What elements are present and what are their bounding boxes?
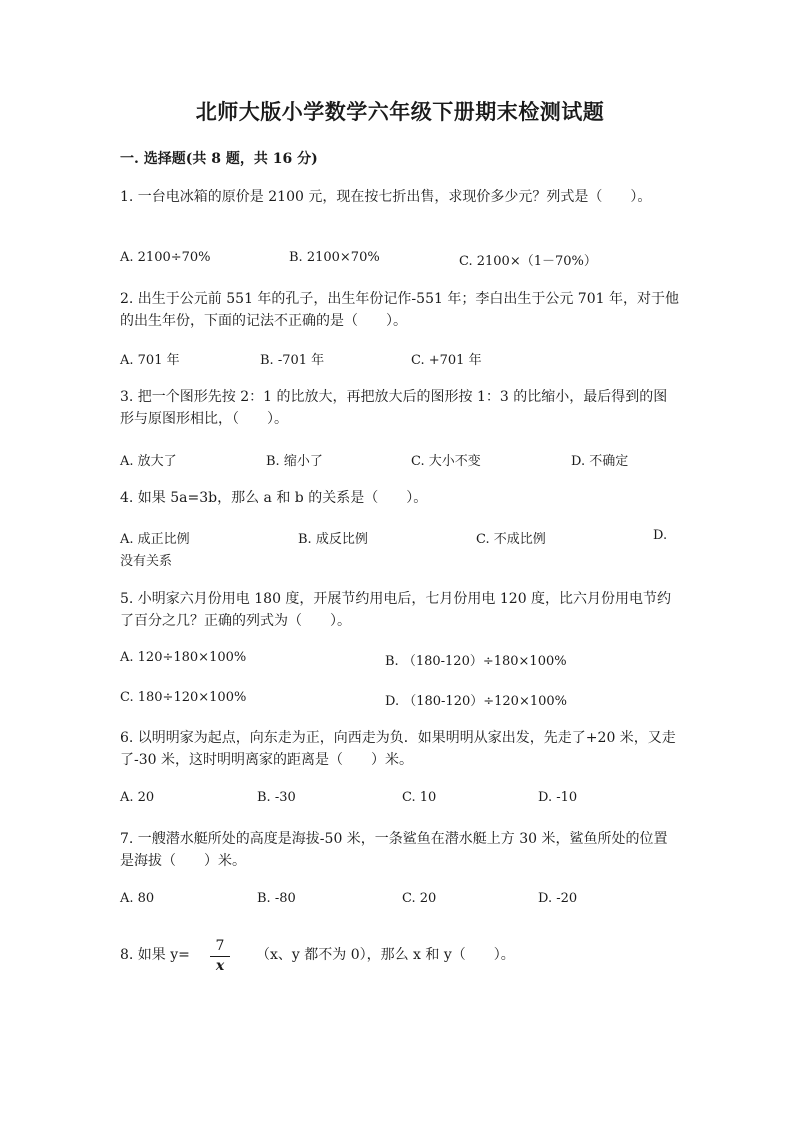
- question-2: 2. 出生于公元前 551 年的孔子，出生年份记作-551 年；李白出生于公元 701 年，对于他的出生年份，下面的记法不正确的是（ ）。: [120, 291, 679, 329]
- q7-option-d[interactable]: D. -20: [538, 891, 578, 906]
- q1-option-a[interactable]: A. 2100÷70%: [120, 250, 211, 265]
- question-6: 6. 以明明家为起点，向东走为正，向西走为负．如果明明从家出发，先走了+20 米，又走了-30 米，这时明明离家的距离是（ ）米。: [120, 730, 676, 768]
- q4-option-d-text[interactable]: 没有关系: [120, 554, 173, 569]
- q5-option-b[interactable]: B. （180-120）÷180×100%: [385, 654, 567, 669]
- q2-option-c[interactable]: C. +701 年: [411, 353, 482, 368]
- q1-option-c[interactable]: C. 2100×（1－70%）: [459, 254, 597, 269]
- q4-option-c[interactable]: C. 不成比例: [476, 532, 546, 547]
- q4-option-a[interactable]: A. 成正比例: [120, 532, 190, 547]
- q3-option-d[interactable]: D. 不确定: [571, 454, 629, 469]
- fraction-denominator: x: [215, 958, 225, 974]
- q3-option-b[interactable]: B. 缩小了: [266, 454, 323, 469]
- q2-option-a[interactable]: A. 701 年: [120, 353, 180, 368]
- q2-option-b[interactable]: B. -701 年: [260, 353, 325, 368]
- q6-option-b[interactable]: B. -30: [257, 790, 296, 805]
- q5-option-a[interactable]: A. 120÷180×100%: [120, 650, 247, 665]
- q5-option-c[interactable]: C. 180÷120×100%: [120, 690, 247, 705]
- question-4: 4. 如果 5a=3b，那么 a 和 b 的关系是（ ）。: [120, 490, 428, 506]
- exam-title: 北师大版小学数学六年级下册期末检测试题: [195, 99, 605, 124]
- fraction-bar: [210, 956, 230, 957]
- question-1: 1. 一台电冰箱的原价是 2100 元，现在按七折出售，求现价多少元？列式是（ ）。: [120, 189, 652, 205]
- fraction-numerator: 7: [215, 938, 225, 954]
- q7-option-a[interactable]: A. 80: [120, 891, 155, 906]
- question-8-prefix: 8. 如果 y=: [120, 947, 190, 963]
- q5-option-d[interactable]: D. （180-120）÷120×100%: [385, 694, 568, 709]
- fraction-7-over-x: [210, 938, 230, 974]
- question-7: 7. 一艘潜水艇所处的高度是海拔-50 米，一条鲨鱼在潜水艇上方 30 米，鲨鱼所处的位置是海拔（ ）米。: [120, 831, 668, 869]
- q1-option-b[interactable]: B. 2100×70%: [289, 250, 380, 265]
- q7-option-c[interactable]: C. 20: [402, 891, 437, 906]
- question-5: 5. 小明家六月份用电 180 度，开展节约用电后，七月份用电 120 度，比六月份用电节约了百分之几？正确的列式为（ ）。: [120, 591, 672, 629]
- q6-option-c[interactable]: C. 10: [402, 790, 437, 805]
- q6-option-d[interactable]: D. -10: [538, 790, 578, 805]
- section-heading: 一. 选择题(共 8 题，共 16 分): [120, 151, 318, 167]
- q3-option-c[interactable]: C. 大小不变: [411, 454, 481, 469]
- question-8-suffix: （x、y 都不为 0），那么 x 和 y（ ）。: [256, 947, 515, 963]
- question-3: 3. 把一个图形先按 2：1 的比放大，再把放大后的图形按 1：3 的比缩小，最后得到的图形与原图形相比，（ ）。: [120, 389, 668, 427]
- q7-option-b[interactable]: B. -80: [257, 891, 296, 906]
- q4-option-b[interactable]: B. 成反比例: [298, 532, 368, 547]
- q4-option-d-label[interactable]: D.: [653, 528, 668, 543]
- q3-option-a[interactable]: A. 放大了: [120, 454, 177, 469]
- q6-option-a[interactable]: A. 20: [120, 790, 155, 805]
